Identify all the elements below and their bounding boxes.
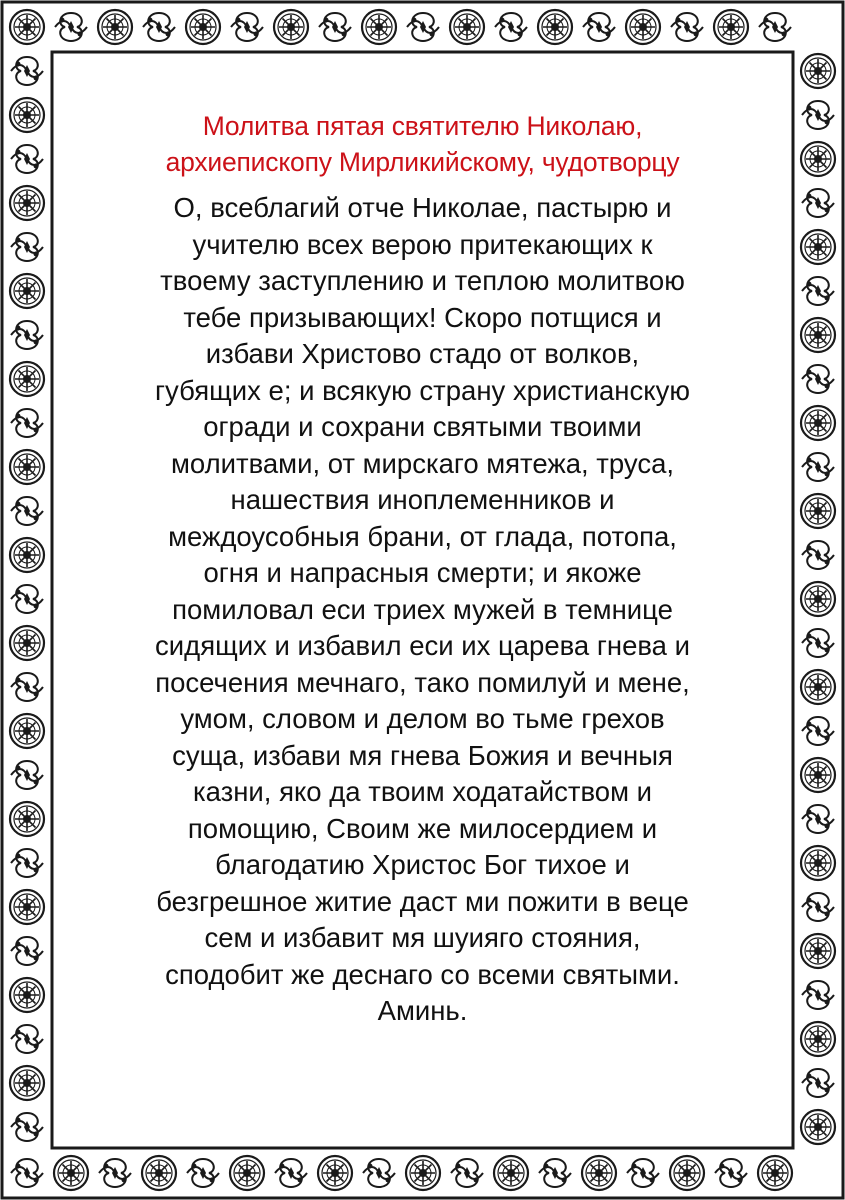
prayer-text bbox=[70, 190, 775, 1030]
text-line: тебе призывающих! Скоро потщися и bbox=[183, 301, 662, 333]
rosette-icon bbox=[801, 934, 835, 968]
scroll-icon bbox=[802, 189, 834, 217]
scroll-icon bbox=[11, 1113, 43, 1141]
rosette-icon bbox=[801, 1110, 835, 1144]
scroll-icon bbox=[11, 233, 43, 261]
scroll-icon bbox=[11, 145, 43, 173]
text-line: О, всеблагий отче Николае, пастырю и bbox=[173, 192, 672, 223]
rosette-icon bbox=[626, 10, 660, 44]
scroll-icon bbox=[802, 1069, 834, 1097]
rosette-icon bbox=[801, 846, 835, 880]
rosette-icon bbox=[801, 230, 835, 264]
rosette-icon bbox=[54, 1156, 88, 1190]
text-line: благодатию Христос Бог тихое и bbox=[215, 849, 630, 880]
rosette-icon bbox=[801, 406, 835, 440]
text-line: огня и напрасныя смерти; и якоже bbox=[203, 557, 642, 588]
text-line: Аминь. bbox=[377, 995, 468, 1026]
text-line: огради и сохрани святыми твоими bbox=[203, 411, 642, 442]
rosette-icon bbox=[494, 1156, 528, 1190]
text-line: междоусобныя брани, от глада, потопа, bbox=[168, 520, 677, 552]
scroll-icon bbox=[363, 1159, 395, 1187]
rosette-icon bbox=[10, 890, 44, 924]
rosette-icon bbox=[538, 10, 572, 44]
scroll-icon bbox=[802, 101, 834, 129]
rosette-icon bbox=[758, 1156, 792, 1190]
text-line: нашествия иноплеменников и bbox=[230, 484, 615, 515]
scroll-icon bbox=[55, 13, 87, 41]
rosette-icon bbox=[10, 714, 44, 748]
rosette-icon bbox=[801, 1022, 835, 1056]
rosette-icon bbox=[142, 1156, 176, 1190]
rosette-icon bbox=[10, 802, 44, 836]
rosette-icon bbox=[801, 318, 835, 352]
scroll-icon bbox=[11, 409, 43, 437]
rosette-icon bbox=[362, 10, 396, 44]
scroll-icon bbox=[99, 1159, 131, 1187]
text-line: безгрешное житие даст ми пожити в веце bbox=[156, 885, 689, 917]
text-line: твоему заступлению и теплою молитвою bbox=[160, 265, 685, 296]
rosette-icon bbox=[406, 1156, 440, 1190]
scroll-icon bbox=[539, 1159, 571, 1187]
scroll-icon bbox=[11, 497, 43, 525]
scroll-icon bbox=[715, 1159, 747, 1187]
text-line: учителю всех верою притекающих к bbox=[192, 228, 653, 260]
text-line: посечения мечнаго, тако помилуй и мене, bbox=[155, 666, 690, 698]
scroll-icon bbox=[11, 321, 43, 349]
rosette-icon bbox=[801, 758, 835, 792]
rosette-icon bbox=[186, 10, 220, 44]
text-line: сем и избавит мя шуияго стояния, bbox=[204, 922, 641, 953]
scroll-icon bbox=[802, 365, 834, 393]
scroll-icon bbox=[759, 13, 791, 41]
rosette-icon bbox=[98, 10, 132, 44]
text-line: помиловал еси триех мужей в темнице bbox=[172, 593, 673, 625]
scroll-icon bbox=[11, 937, 43, 965]
text-line: сподобит же деснаго со всеми святыми. bbox=[165, 958, 680, 990]
rosette-icon bbox=[230, 1156, 264, 1190]
title-line: Молитва пятая святителю Николаю, bbox=[202, 111, 643, 141]
scroll-icon bbox=[583, 13, 615, 41]
rosette-icon bbox=[801, 494, 835, 528]
scroll-icon bbox=[802, 805, 834, 833]
scroll-icon bbox=[802, 981, 834, 1009]
scroll-icon bbox=[11, 1159, 43, 1187]
scroll-icon bbox=[802, 453, 834, 481]
scroll-icon bbox=[187, 1159, 219, 1187]
scroll-icon bbox=[802, 893, 834, 921]
scroll-icon bbox=[627, 1159, 659, 1187]
scroll-icon bbox=[11, 761, 43, 789]
text-line: избави Христово стадо от волков, bbox=[205, 338, 640, 369]
scroll-icon bbox=[451, 1159, 483, 1187]
scroll-icon bbox=[802, 541, 834, 569]
text-line: молитвами, от мирскаго мятежа, труса, bbox=[170, 447, 675, 479]
scroll-icon bbox=[11, 585, 43, 613]
rosette-icon bbox=[10, 1066, 44, 1100]
rosette-icon bbox=[801, 582, 835, 616]
scroll-icon bbox=[275, 1159, 307, 1187]
scroll-icon bbox=[802, 277, 834, 305]
rosette-icon bbox=[10, 362, 44, 396]
prayer-title bbox=[70, 108, 775, 180]
scroll-icon bbox=[11, 57, 43, 85]
rosette-icon bbox=[801, 670, 835, 704]
scroll-icon bbox=[407, 13, 439, 41]
scroll-icon bbox=[802, 717, 834, 745]
text-line: суща, избави мя гнева Божия и вечныя bbox=[172, 739, 673, 771]
rosette-icon bbox=[10, 626, 44, 660]
scroll-icon bbox=[11, 849, 43, 877]
text-line: помощию, Своим же милосердием и bbox=[187, 812, 658, 844]
rosette-icon bbox=[10, 10, 44, 44]
rosette-icon bbox=[10, 186, 44, 220]
scroll-icon bbox=[231, 13, 263, 41]
text-line: губящих е; и всякую страну христианскую bbox=[155, 374, 690, 406]
rosette-icon bbox=[10, 450, 44, 484]
scroll-icon bbox=[11, 1025, 43, 1053]
scroll-icon bbox=[671, 13, 703, 41]
rosette-icon bbox=[582, 1156, 616, 1190]
text-line: умом, словом и делом во тьме грехов bbox=[180, 703, 665, 734]
rosette-icon bbox=[801, 142, 835, 176]
scroll-icon bbox=[11, 673, 43, 701]
rosette-icon bbox=[10, 98, 44, 132]
scroll-icon bbox=[143, 13, 175, 41]
rosette-icon bbox=[10, 538, 44, 572]
rosette-icon bbox=[801, 54, 835, 88]
scroll-icon bbox=[319, 13, 351, 41]
rosette-icon bbox=[10, 274, 44, 308]
rosette-icon bbox=[670, 1156, 704, 1190]
scroll-icon bbox=[802, 629, 834, 657]
rosette-icon bbox=[450, 10, 484, 44]
scroll-icon bbox=[495, 13, 527, 41]
text-line: казни, яко да твоим ходатайством и bbox=[193, 776, 652, 807]
rosette-icon bbox=[274, 10, 308, 44]
rosette-icon bbox=[318, 1156, 352, 1190]
rosette-icon bbox=[714, 10, 748, 44]
title-line: архиепископу Мирликийскому, чудотворцу bbox=[165, 147, 680, 177]
rosette-icon bbox=[10, 978, 44, 1012]
text-line: сидящих и избавил еси их царева гнева и bbox=[155, 630, 690, 661]
prayer-page bbox=[70, 108, 775, 1128]
